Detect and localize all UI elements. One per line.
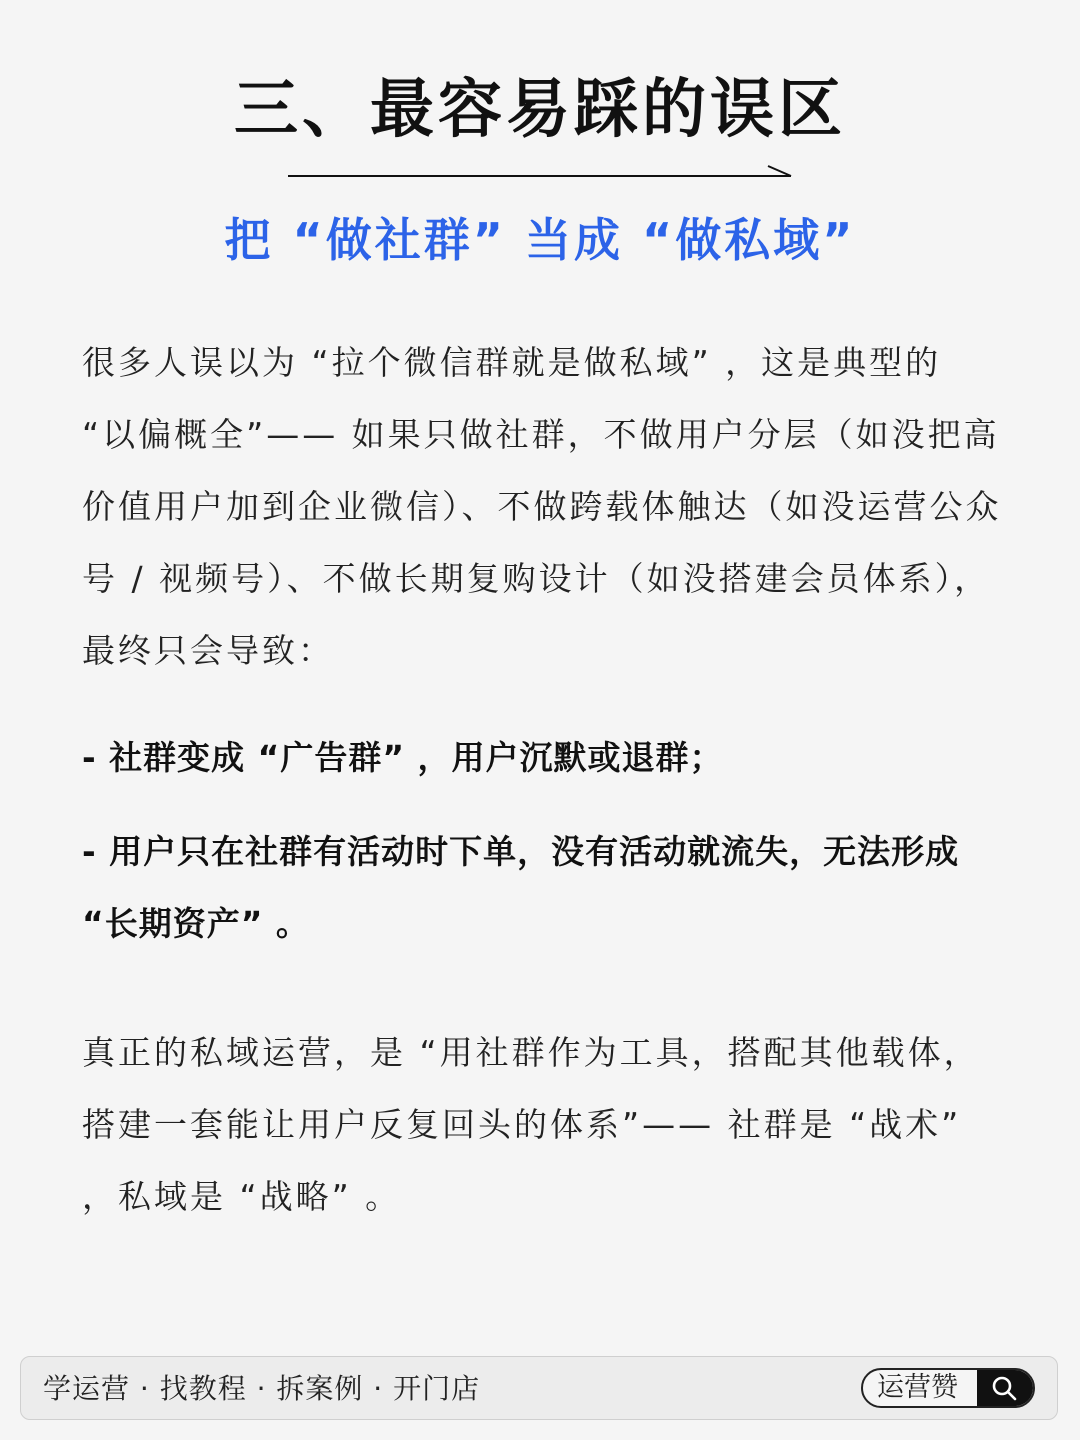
divider-arrow [288,165,792,181]
section-subtitle: 把 “做社群” 当成 “做私域” [224,213,856,267]
footer-tagline: 学运营 · 找教程 · 拆案例 · 开门店 [43,1372,481,1405]
conclusion-paragraph: 真正的私域运营，是 “用社群作为工具，搭配其他载体，搭建一套能让用户反复回头的体系”—— 社群是 “战术” ，私域是 “战略” 。 [82,1033,980,1216]
footer-bar [20,1356,1058,1420]
search-button[interactable] [977,1370,1033,1406]
intro-paragraph: 很多人误以为 “拉个微信群就是做私域” ，这是典型的 “以偏概全”—— 如果只做社群，不做用户分层（如没把高价值用户加到企业微信）、不做跨载体触达（如没运营公众号 / 视频号）、不做长期复购设计（如没搭建会员体系），最终只会导致： [82,343,1002,670]
bullet-item: - 社群变成 “广告群” ，用户沉默或退群； [82,738,724,777]
bullet-list [82,722,1002,982]
brand-search-pill[interactable] [861,1368,1035,1408]
bullet-item: - 用户只在社群有活动时下单，没有活动就流失，无法形成 “长期资产” 。 [82,832,960,943]
page-title: 三、最容易踩的误区 [234,73,846,147]
brand-name: 运营赞 [877,1372,958,1403]
search-icon [991,1375,1017,1401]
